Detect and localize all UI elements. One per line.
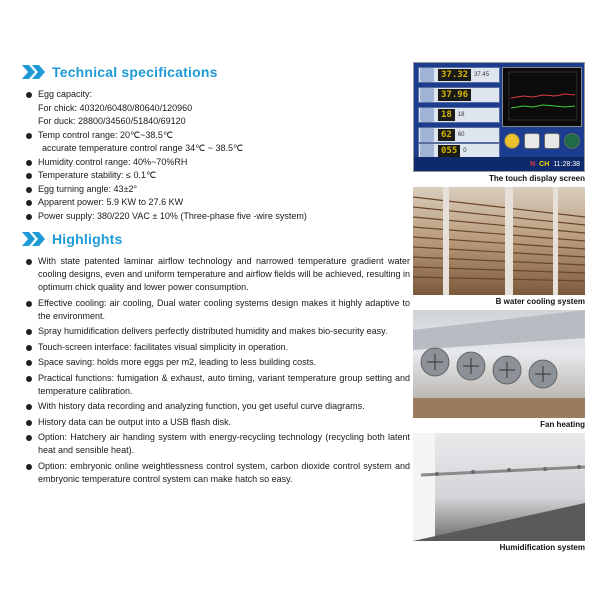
spec-egg-capacity: Egg capacity: — [22, 88, 410, 102]
highlight-item: Touch-screen interface: facilitates visual simplicity in operation. — [22, 341, 410, 354]
bullet-icon — [26, 173, 32, 179]
highlight-item: Space saving: holds more eggs per m2, leading to less building costs. — [22, 356, 410, 369]
display-status-bar: N CH 11:28:38 — [414, 157, 584, 171]
spec-temp-range: Temp control range: 20℃~38.5℃ — [22, 129, 410, 143]
tech-spec-header — [22, 62, 410, 82]
alarm-icon[interactable] — [504, 133, 520, 149]
highlight-item: Spray humidification delivers perfectly distributed humidity and makes bio-security easy. — [22, 325, 410, 338]
display-row: 62 60 — [418, 127, 500, 143]
curve-graph — [502, 67, 582, 127]
spec-supply: Power supply: 380/220 VAC ± 10% (Three-phase five -wire system) — [22, 210, 410, 224]
fans-icon — [413, 310, 585, 418]
tech-spec-title: Technical specifications — [52, 64, 218, 80]
egg-icon — [420, 144, 434, 158]
highlight-item: Option: Hatchery air handing system with energy-recycling technology (recycling both latent heat and sensible heat). — [22, 431, 410, 457]
spec-duck: For duck: 28800/34560/51840/69120 — [38, 116, 186, 126]
bullet-icon — [26, 345, 32, 351]
bullet-icon — [26, 187, 32, 193]
highlights-header — [22, 229, 410, 249]
humidification-photo — [413, 433, 585, 541]
caption-fan: Fan heating — [540, 420, 585, 429]
fan-heating-photo — [413, 310, 585, 418]
highlights-title: Highlights — [52, 231, 123, 247]
caption-humid: Humidification system — [499, 543, 585, 552]
touch-display-photo — [413, 62, 585, 172]
bullet-icon — [26, 360, 32, 366]
double-chevron-icon — [22, 65, 48, 79]
spec-humidity: Humidity control range: 40%~70%RH — [22, 156, 410, 170]
bullet-icon — [26, 259, 32, 265]
double-chevron-icon — [22, 232, 48, 246]
bullet-icon — [26, 464, 32, 470]
water-cooling-photo — [413, 187, 585, 295]
bullet-icon — [26, 301, 32, 307]
thermometer-icon — [420, 68, 434, 82]
spec-list — [22, 88, 410, 102]
display-row: 055 0 — [418, 143, 500, 159]
highlight-item: Effective cooling: air cooling, Dual water cooling systems design makes it highly adaptive to the environment. — [22, 297, 410, 323]
bullet-icon — [26, 404, 32, 410]
highlight-item: Practical functions: fumigation & exhaust, auto timing, variant temperature group setting and temperature calibration. — [22, 372, 410, 398]
fan-icon — [420, 108, 434, 122]
power-icon[interactable] — [564, 133, 580, 149]
highlight-item: With state patented laminar airflow technology and narrowed temperature gradient water cooling designs, even and uniform temperature and airflow fields will be achieved, resulting in optimum chick quality and lower power consumption. — [22, 255, 410, 294]
spec-chick: For chick: 40320/60480/80640/120960 — [38, 102, 193, 113]
display-row: 37.96 — [418, 87, 500, 103]
display-buttons — [502, 129, 582, 153]
caption-display: The touch display screen — [488, 174, 585, 183]
display-row: 18 18 — [418, 107, 500, 123]
highlight-item: Option: embryonic online weightlessness control system, carbon dioxide control system and embryonic temperature control system can make hatch so easy. — [22, 460, 410, 486]
bullet-icon — [26, 214, 32, 220]
humidifier-pipe-icon — [413, 433, 585, 541]
bullet-icon — [26, 329, 32, 335]
bullet-icon — [26, 92, 32, 98]
gear-icon[interactable] — [544, 133, 560, 149]
bullet-icon — [26, 160, 32, 166]
curve-graph-icon — [503, 68, 581, 126]
highlights-list — [22, 255, 410, 486]
settings-icon[interactable] — [524, 133, 540, 149]
spec-accurate: accurate temperature control range 34℃ ~ 38.5℃ — [42, 143, 244, 153]
humidity-icon — [420, 128, 434, 142]
bullet-icon — [26, 200, 32, 206]
spec-power: Apparent power: 5.9 KW to 27.6 KW — [22, 196, 410, 210]
spec-turning: Egg turning angle: 43±2° — [22, 183, 410, 197]
highlight-item: With history data recording and analyzing function, you get useful curve diagrams. — [22, 400, 410, 413]
caption-water: B water cooling system — [495, 297, 585, 306]
bullet-icon — [26, 420, 32, 426]
spec-stability: Temperature stability: ≤ 0.1℃ — [22, 169, 410, 183]
water-pipes-icon — [413, 187, 585, 295]
bullet-icon — [26, 133, 32, 139]
left-column — [22, 62, 410, 488]
right-column — [413, 62, 585, 556]
thermometer-icon — [420, 88, 434, 102]
highlight-item: History data can be output into a USB flash disk. — [22, 416, 410, 429]
bullet-icon — [26, 435, 32, 441]
bullet-icon — [26, 376, 32, 382]
display-row: 37.32 37.45 — [418, 67, 500, 83]
